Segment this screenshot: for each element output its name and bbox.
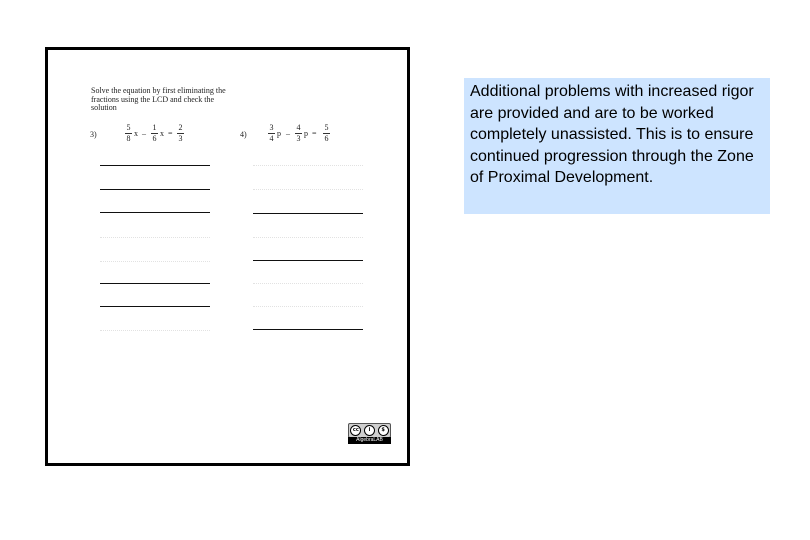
fraction: [323, 124, 330, 143]
faint-line: [253, 237, 363, 238]
numerator: 5: [126, 123, 131, 132]
problem-4-number: 4): [240, 130, 247, 139]
numerator: 4: [296, 123, 301, 132]
answer-line: [253, 213, 363, 214]
fraction: [151, 124, 158, 143]
operator: –: [142, 129, 146, 138]
denominator: 6: [152, 134, 157, 143]
answer-line: [100, 165, 210, 166]
numerator: 2: [178, 123, 183, 132]
faint-line: [253, 283, 363, 284]
answer-line: [100, 189, 210, 190]
numerator: 3: [269, 123, 274, 132]
fraction: [177, 124, 184, 143]
denominator: 3: [178, 134, 183, 143]
fraction: [268, 124, 275, 143]
operator: –: [286, 129, 290, 138]
answer-line: [253, 260, 363, 261]
faint-line: [100, 330, 210, 331]
fraction: [295, 124, 302, 143]
faint-line: [253, 306, 363, 307]
answer-line: [100, 283, 210, 284]
faint-line: [253, 189, 363, 190]
worksheet-instructions: Solve the equation by first eliminating the fractions using the LCD and check the solution: [91, 86, 226, 112]
answer-line: [253, 329, 363, 330]
fraction: [125, 124, 132, 143]
variable: x: [134, 129, 138, 138]
denominator: 6: [324, 134, 329, 143]
denominator: 4: [269, 134, 274, 143]
numerator: 5: [324, 123, 329, 132]
nc-icon: $: [378, 425, 389, 436]
problem-3-number: 3): [90, 130, 97, 139]
answer-line: [100, 306, 210, 307]
faint-line: [253, 165, 363, 166]
by-icon: i: [364, 425, 375, 436]
equals-sign: =: [168, 129, 173, 138]
callout-text: Additional problems with increased rigor are provided and are to be worked completely unassisted. This is to ensure continued progression through the Zone of Proximal Development.: [470, 83, 754, 187]
license-badge: [348, 423, 391, 438]
faint-line: [100, 237, 210, 238]
variable: p: [277, 129, 281, 138]
denominator: 3: [296, 134, 301, 143]
cc-icon: cc: [350, 425, 361, 436]
faint-line: [100, 261, 210, 262]
equals-sign: =: [312, 129, 317, 138]
variable: x: [160, 129, 164, 138]
license-caption: AlgebraLAB: [348, 437, 391, 444]
numerator: 1: [152, 123, 157, 132]
answer-line: [100, 212, 210, 213]
denominator: 8: [126, 134, 131, 143]
worksheet-page: [45, 47, 410, 466]
variable: p: [304, 129, 308, 138]
callout-box: [464, 78, 770, 214]
